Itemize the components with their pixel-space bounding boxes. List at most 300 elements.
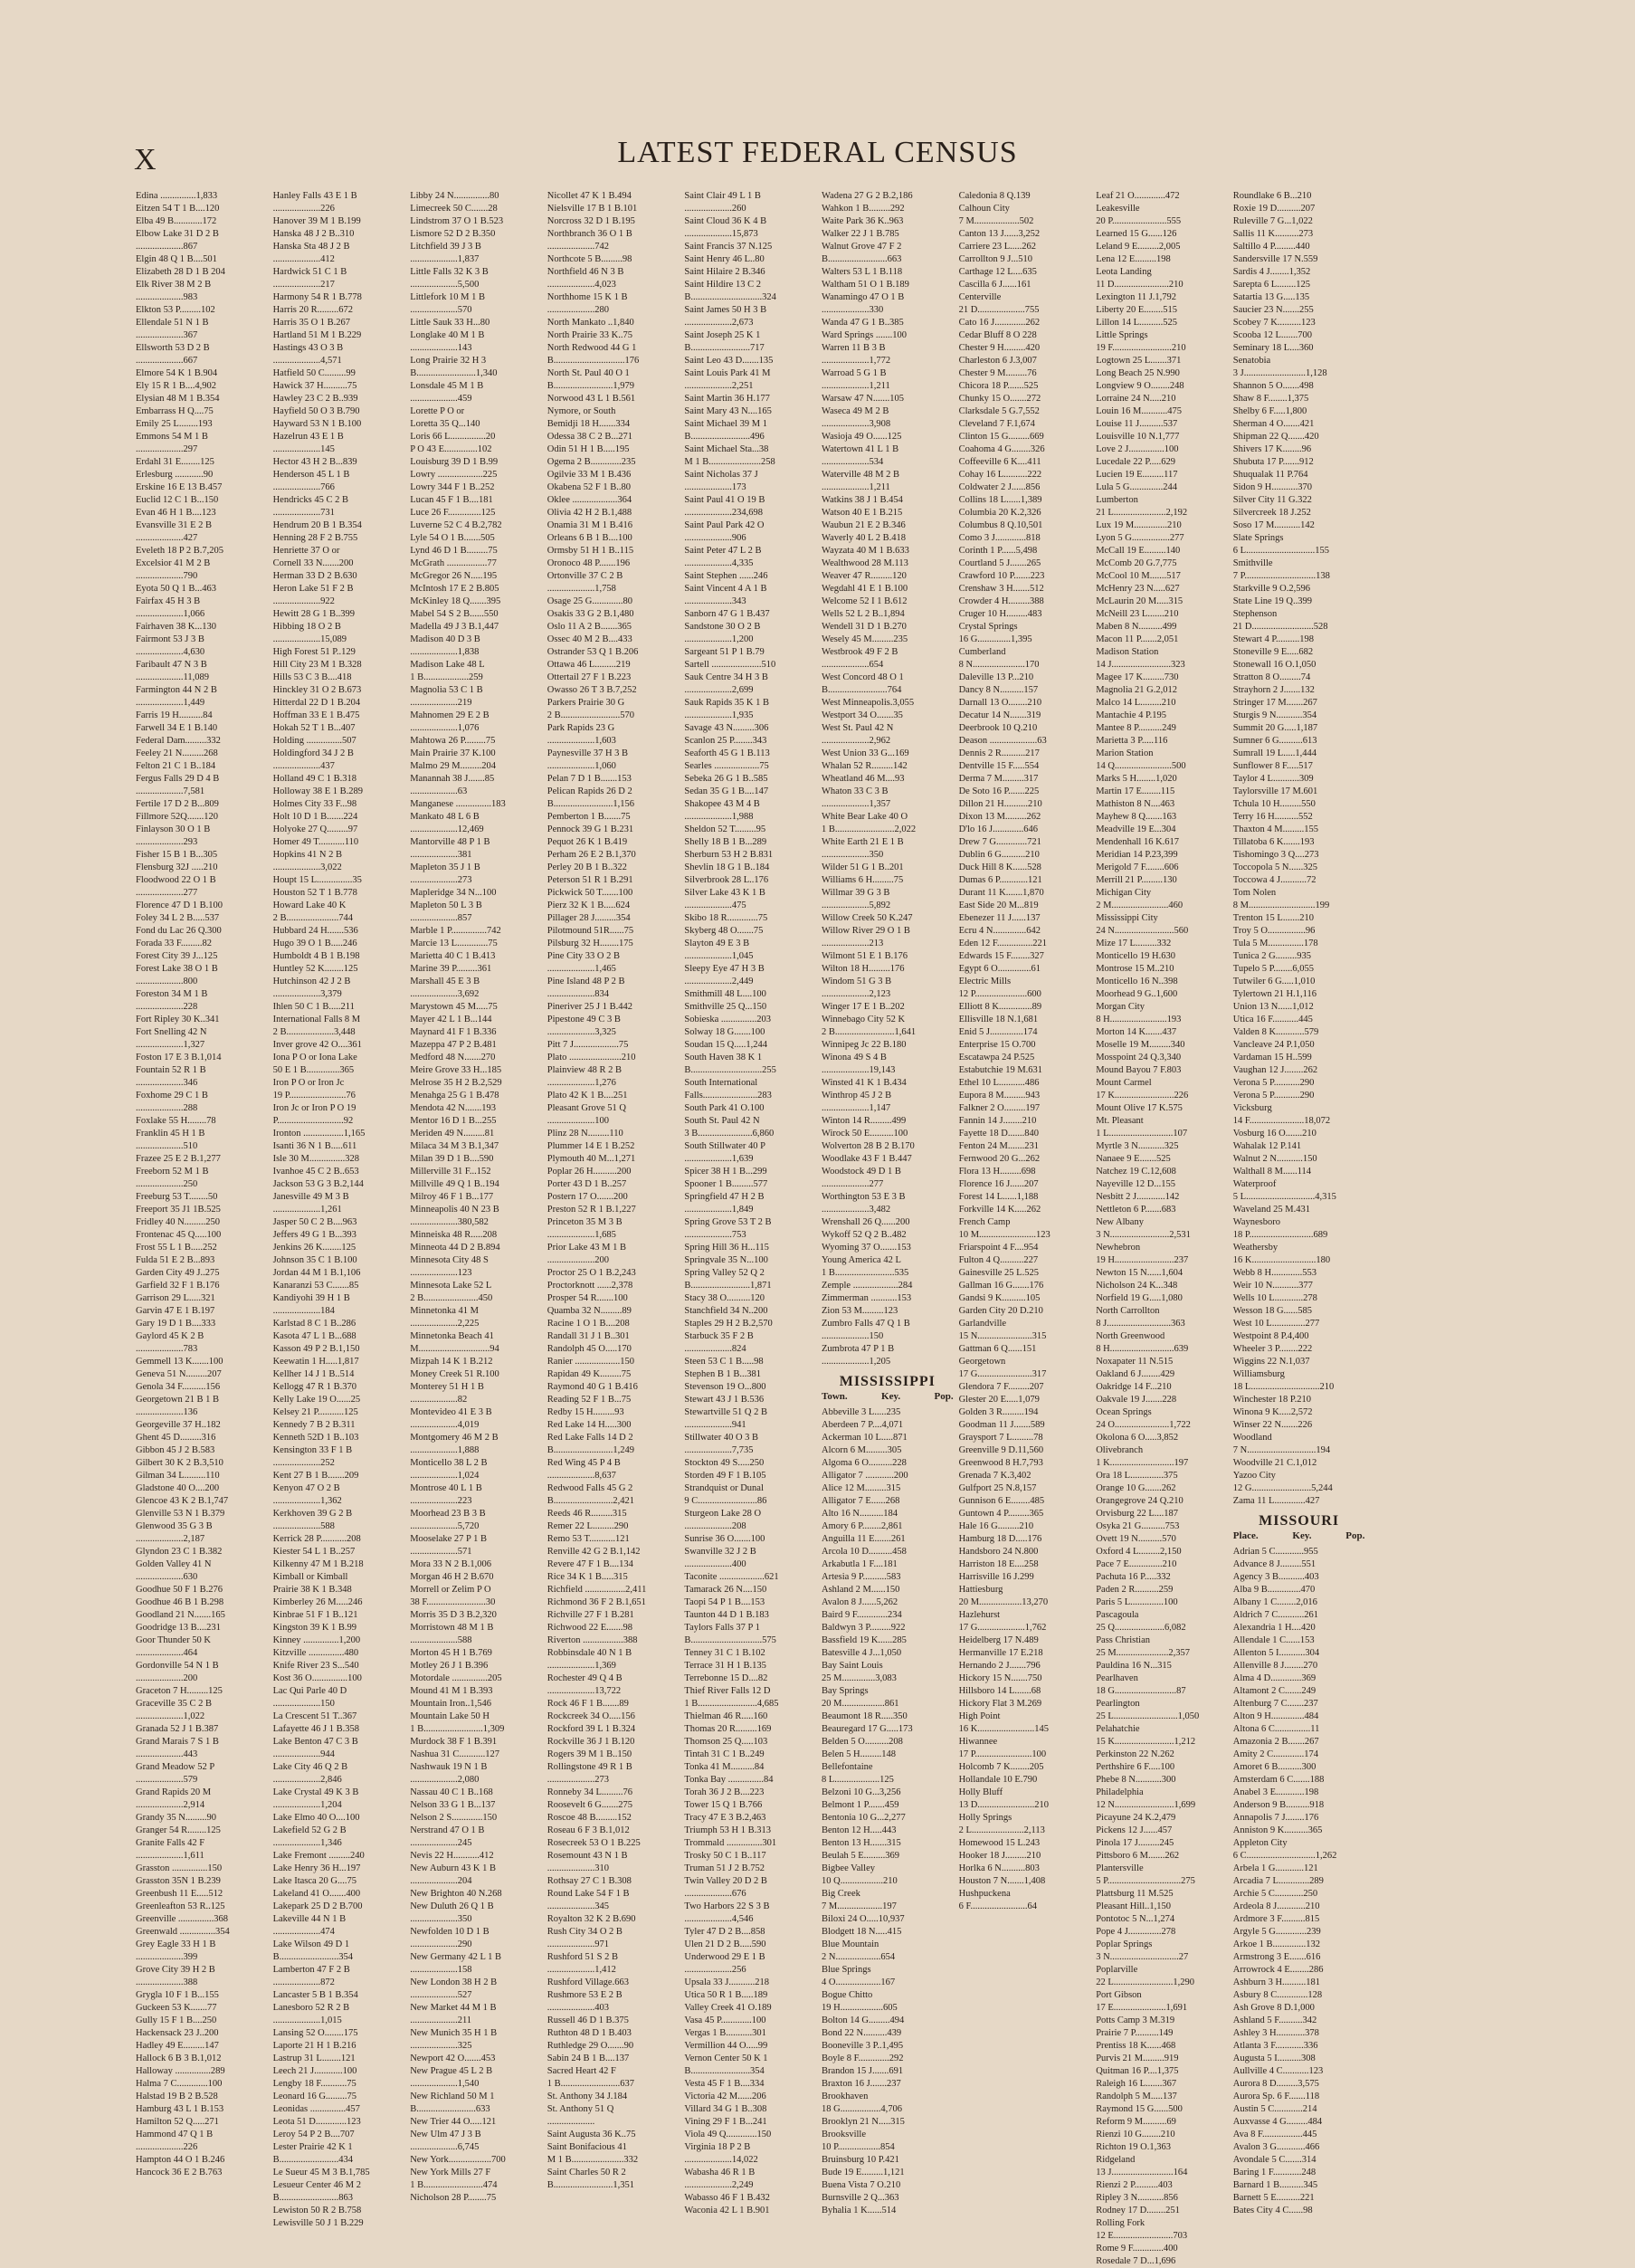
- census-entry: Russell 46 D 1 B.375: [547, 2015, 629, 2025]
- census-entry: ....................1,465: [547, 964, 616, 974]
- census-entry: Tonka 41 M..........84: [684, 1762, 765, 1772]
- census-entry: Durant 11 K.......1,870: [958, 888, 1044, 898]
- census-entry: Fannin 14 J........210: [958, 1116, 1037, 1126]
- census-entry: Northbranch 36 O 1 B: [547, 229, 632, 239]
- census-entry: 17 K.........................226: [1096, 1091, 1189, 1101]
- census-entry: Eitzen 54 T 1 B....120: [136, 204, 220, 214]
- census-entry: Hancock 36 E 2 B.763: [136, 2168, 223, 2177]
- census-entry: Hardwick 51 C 1 B: [272, 267, 347, 277]
- census-entry: Verona 5 P...........290: [1232, 1091, 1315, 1101]
- census-entry: Pelan 7 D 1 B.......153: [547, 774, 632, 784]
- census-entry: Northcote 5 B.........98: [547, 254, 632, 264]
- census-entry: Love 2 J...............100: [1096, 444, 1179, 454]
- census-entry: ....................6,745: [410, 2142, 480, 2152]
- census-entry: 19 P........................76: [272, 1091, 356, 1101]
- census-entry: Watson 40 E 1 B.215: [822, 508, 903, 518]
- census-entry: 12 P......................600: [958, 989, 1041, 999]
- census-entry: Mahtowa 26 P.........75: [410, 736, 496, 746]
- census-entry: Ruleville 7 G...1,022: [1232, 216, 1313, 226]
- census-entry: Saint Hildire 13 C 2: [684, 280, 761, 290]
- census-entry: Underwood 29 E 1 B: [684, 1952, 765, 1962]
- census-entry: St. Anthony 34 J.184: [547, 2092, 628, 2101]
- census-entry: Thaxton 4 M.........155: [1232, 824, 1318, 834]
- census-entry: Dixon 13 M.........262: [958, 812, 1041, 822]
- census-entry: Coffeeville 6 K....411: [958, 457, 1041, 467]
- census-entry: Louin 16 M...........475: [1096, 406, 1182, 416]
- census-entry: Wealthwood 28 M.113: [822, 558, 908, 568]
- column-header: [822, 1390, 954, 1403]
- census-entry: Silverbrook 28 L..176: [684, 875, 769, 885]
- census-entry: Ruthton 48 D 1 B.403: [547, 2028, 632, 2038]
- census-entry: Ashland 2 M......150: [822, 1585, 900, 1595]
- census-entry: Eveleth 18 P 2 B.7,205: [136, 546, 224, 556]
- census-entry: Port Gibson: [1096, 1990, 1142, 2000]
- census-entry: B.........................2,421: [547, 1496, 635, 1506]
- census-entry: ....................2,846: [272, 1775, 342, 1785]
- census-entry: Zumbrota 47 P 1 B: [822, 1344, 895, 1354]
- census-entry: Hattiesburg: [958, 1585, 1003, 1595]
- census-entry: Floodwood 22 O 1 B: [136, 875, 216, 885]
- census-entry: Proctor 25 O 1 B.2,243: [547, 1268, 636, 1278]
- census-entry: Holland 49 C 1 B.318: [272, 774, 357, 784]
- census-entry: Maynard 41 F 1 B.336: [410, 1027, 497, 1037]
- census-entry: Wesson 18 G......585: [1232, 1306, 1313, 1316]
- census-entry: Saint Henry 46 L..80: [684, 254, 765, 264]
- census-entry: Ethel 10 L...........486: [958, 1078, 1040, 1088]
- census-entry: Mendenhall 16 K.617: [1096, 837, 1180, 847]
- census-entry: Nelson 2 S.............150: [410, 1813, 498, 1823]
- census-entry: Boyle 8 F.............292: [822, 2054, 904, 2063]
- census-entry: Ovett 19 N..........570: [1096, 1534, 1176, 1544]
- census-entry: Holloway 38 E 1 B.289: [272, 786, 364, 796]
- census-entry: ....................228: [136, 1002, 198, 1012]
- census-entry: ....................380,582: [410, 1217, 489, 1227]
- census-entry: Hartland 51 M 1 B.229: [272, 330, 362, 340]
- census-entry: Stonewall 16 O.1,050: [1232, 660, 1317, 670]
- census-entry: Georgetown 21 B 1 B: [136, 1395, 219, 1405]
- census-entry: Oakland 6 J........429: [1096, 1369, 1175, 1379]
- census-entry: Owasso 26 T 3 B.7,252: [547, 685, 637, 695]
- census-entry: Armstrong 3 E.......616: [1232, 1952, 1321, 1962]
- census-entry: Walnut 2 N...........150: [1232, 1154, 1317, 1164]
- census-entry: Saint Bonifacious 41: [547, 2142, 627, 2152]
- census-entry: Foston 17 E 3 B.1,014: [136, 1053, 222, 1063]
- census-entry: Leonidas ...............457: [272, 2104, 360, 2114]
- census-entry: Torah 36 J 2 B....223: [684, 1787, 765, 1797]
- census-entry: Estabutchie 19 M.631: [958, 1065, 1043, 1075]
- census-entry: Garlandville: [958, 1319, 1007, 1329]
- census-entry: Elmore 54 K 1 B.904: [136, 368, 218, 378]
- census-entry: 1 B.........................2,022: [822, 824, 917, 834]
- census-entry: 6 F........................64: [958, 1901, 1037, 1911]
- census-entry: Shaw 8 F........1,375: [1232, 394, 1309, 404]
- census-entry: Leland 9 E.........2,005: [1096, 242, 1181, 252]
- census-entry: Handsboro 24 N.800: [958, 1547, 1039, 1557]
- census-entry: ....................273: [410, 875, 472, 885]
- census-entry: Bogue Chitto: [822, 1990, 873, 2000]
- census-entry: Melrose 35 H 2 B.2,529: [410, 1078, 502, 1088]
- census-entry: Altamont 2 C.......249: [1232, 1686, 1317, 1696]
- census-entry: Aurora 8 D.........3,575: [1232, 2079, 1319, 2089]
- census-entry: Lucan 45 F 1 B....181: [410, 495, 493, 505]
- census-entry: Tutwiler 6 G.....1,010: [1232, 977, 1316, 986]
- census-entry: 2 B.........................1,641: [822, 1027, 917, 1037]
- census-entry: Winona 49 S 4 B: [822, 1053, 887, 1063]
- census-entry: Leota 51 D.............123: [272, 2117, 361, 2127]
- census-entry: Forest City 39 J...125: [136, 951, 218, 961]
- census-entry: Cato 16 J.............262: [958, 318, 1041, 328]
- census-entry: Aberdeen 7 P....4,071: [822, 1420, 904, 1430]
- census-entry: Henriette 37 O or: [272, 546, 340, 556]
- census-entry: Richwood 22 E.......98: [547, 1623, 632, 1633]
- census-entry: P O 43 E..............102: [410, 444, 492, 454]
- census-entry: Mosspoint 24 Q.3,340: [1096, 1053, 1182, 1063]
- census-entry: Lastrup 31 L........121: [272, 2054, 356, 2063]
- census-entry: Hazelrun 43 E 1 B: [272, 432, 344, 442]
- census-entry: Saint Joseph 25 K 1: [684, 330, 761, 340]
- census-entry: Goodridge 13 B....231: [136, 1623, 221, 1633]
- census-entry: Mantorville 48 P 1 B: [410, 837, 490, 847]
- census-entry: B.........................717: [684, 343, 765, 353]
- census-entry: Northhome 15 K 1 B: [547, 292, 628, 302]
- census-entry: ....................4,023: [547, 280, 616, 290]
- census-entry: Mapleridge 34 N...100: [410, 888, 497, 898]
- census-entry: Arkoe 1 B..............132: [1232, 1939, 1321, 1949]
- census-entry: Granada 52 J 1 B.387: [136, 1724, 219, 1734]
- census-entry: Randall 31 J 1 B..301: [547, 1331, 630, 1341]
- census-entry: Vermillion 44 O.....99: [684, 2041, 768, 2051]
- census-entry: Homewood 15 L.243: [958, 1838, 1041, 1848]
- census-entry: Farris 19 H..........84: [136, 710, 213, 720]
- census-entry: Anderson 9 B..........918: [1232, 1800, 1325, 1810]
- census-entry: Pequot 26 K 1 B.419: [547, 837, 628, 847]
- census-entry: Meriden 49 N.........81: [410, 1129, 495, 1139]
- census-entry: West Minneapolis.3,055: [822, 698, 915, 708]
- census-entry: Hadley 49 E.........147: [136, 2041, 219, 2051]
- census-entry: Taylor 4 L...........309: [1232, 774, 1314, 784]
- census-entry: Kinbrae 51 F 1 B..121: [272, 1610, 358, 1620]
- census-entry: Blodgett 18 N.....415: [822, 1927, 902, 1937]
- census-entry: Harmony 54 R 1 B.778: [272, 292, 362, 302]
- census-entry: Granger 54 R........125: [136, 1825, 221, 1835]
- census-entry: Taopi 54 P 1 B....153: [684, 1597, 765, 1607]
- census-column: [547, 190, 680, 2268]
- census-entry: Longview 9 O........248: [1096, 381, 1184, 391]
- census-entry: Murdock 38 F 1 B.391: [410, 1737, 498, 1747]
- census-entry: Scanlon 25 P........343: [684, 736, 767, 746]
- census-column: [959, 190, 1091, 2268]
- census-entry: Waseca 49 M 2 B: [822, 406, 889, 416]
- census-entry: ....................742: [547, 242, 610, 252]
- census-entry: Ronneby 34 L.........76: [547, 1787, 632, 1797]
- census-entry: Aurora Sp. 6 F.......118: [1232, 2092, 1320, 2101]
- census-entry: Shevlin 18 G 1 B..184: [684, 862, 770, 872]
- census-entry: 25 Q.....................6,082: [1096, 1623, 1186, 1633]
- census-entry: Knife River 23 S...540: [272, 1661, 359, 1671]
- census-entry: ....................293: [136, 837, 198, 847]
- census-entry: Hollandale 10 E.790: [958, 1775, 1038, 1785]
- census-entry: B.........................354: [684, 2066, 765, 2076]
- census-entry: 2 L......................2,113: [958, 1825, 1045, 1835]
- census-entry: Princeton 35 M 3 B: [547, 1217, 623, 1227]
- census-entry: Sunflower 8 F.....517: [1232, 761, 1313, 771]
- census-entry: Saint James 50 H 3 B: [684, 305, 767, 315]
- census-entry: ....................7,581: [136, 786, 205, 796]
- census-entry: Ranier ...................150: [547, 1357, 635, 1367]
- census-entry: Plato 42 K 1 B....251: [547, 1091, 628, 1101]
- census-entry: Stevenson 19 O...800: [684, 1382, 766, 1392]
- census-entry: Saint Francis 37 N.125: [684, 242, 773, 252]
- census-entry: Elk River 38 M 2 B: [136, 280, 212, 290]
- census-entry: Ripley 3 N...........856: [1096, 2193, 1178, 2203]
- census-entry: St. Anthony 51 Q: [547, 2104, 614, 2114]
- census-entry: Steen 53 C 1 B.....98: [684, 1357, 764, 1367]
- census-entry: Rushmore 53 E 2 B: [547, 1990, 623, 2000]
- census-entry: Leota Landing: [1096, 267, 1152, 277]
- census-entry: Nicollet 47 K 1 B.494: [547, 191, 632, 201]
- census-entry: Norwood 43 L 1 B.561: [547, 394, 636, 404]
- census-column: [136, 190, 268, 2268]
- column-header: [1233, 1529, 1365, 1542]
- census-entry: Poplarville: [1096, 1965, 1138, 1975]
- census-entry: Kost 36 O...............100: [272, 1673, 362, 1683]
- census-entry: Bemidji 18 H.......334: [547, 419, 631, 429]
- census-entry: Le Sueur 45 M 3 B.1,785: [272, 2168, 370, 2177]
- census-entry: Hillsboro 14 L.......68: [958, 1686, 1041, 1696]
- census-entry: Postern 17 O.......200: [547, 1192, 628, 1202]
- census-entry: Moorhead 23 B 3 B: [410, 1509, 486, 1519]
- census-entry: Pemberton 1 B.......75: [547, 812, 631, 822]
- census-entry: Saint Charles 50 R 2: [547, 2168, 626, 2177]
- census-entry: Eyota 50 Q 1 B...463: [136, 584, 216, 594]
- census-entry: Asbury 8 C.............128: [1232, 1990, 1323, 2000]
- census-entry: 19 F.........................210: [1096, 343, 1186, 353]
- census-entry: Ora 18 L..............375: [1096, 1471, 1178, 1481]
- census-entry: Crenshaw 3 H.......512: [958, 584, 1044, 594]
- census-entry: Harrisville 16 J.299: [958, 1572, 1034, 1582]
- census-entry: ....................350: [410, 1914, 472, 1924]
- census-entry: Bay Saint Louis: [822, 1661, 883, 1671]
- census-entry: Prentiss 18 K......468: [1096, 2041, 1176, 2051]
- census-entry: New Germany 42 L 1 B: [410, 1952, 501, 1962]
- census-entry: Altenburg 7 C.......237: [1232, 1699, 1318, 1709]
- census-entry: Euclid 12 C 1 B...150: [136, 495, 219, 505]
- census-entry: Freeport 35 J1 1B.525: [136, 1205, 221, 1215]
- census-entry: West Concord 48 O 1: [822, 672, 904, 682]
- census-entry: Wolverton 28 B 2 B.170: [822, 1141, 915, 1151]
- census-entry: Viola 49 Q.............150: [684, 2130, 772, 2139]
- census-entry: 20 M..................13,270: [958, 1597, 1049, 1607]
- census-entry: Roxie 19 D..........207: [1232, 204, 1316, 214]
- census-entry: Purvis 21 M.........919: [1096, 2054, 1179, 2063]
- census-entry: Hubbard 24 H.......536: [272, 926, 358, 936]
- census-entry: 2 B......................744: [272, 913, 353, 923]
- census-entry: Lexington 11 J.1,792: [1096, 292, 1177, 302]
- census-entry: Plantersville: [1096, 1863, 1144, 1873]
- census-entry: Cruger 10 H.........483: [958, 609, 1042, 619]
- census-entry: Nicholson 24 K...348: [1096, 1281, 1178, 1291]
- census-entry: Evansville 31 E 2 B: [136, 520, 212, 530]
- census-entry: Williams 6 H.........75: [822, 875, 904, 885]
- census-entry: Waveland 25 M.431: [1232, 1205, 1310, 1215]
- census-entry: 22 L.........................1,290: [1096, 1977, 1194, 1987]
- census-entry: Hanley Falls 43 E 1 B: [272, 191, 357, 201]
- census-entry: Fisher 15 B 1 B...305: [136, 850, 218, 860]
- census-entry: Tishomingo 3 Q....273: [1232, 850, 1319, 860]
- census-entry: ....................1,076: [410, 723, 480, 733]
- census-entry: Hibbing 18 O 2 B: [272, 622, 341, 632]
- census-entry: Georgetown: [958, 1357, 1006, 1367]
- census-entry: Isanti 36 N 1 B.....611: [272, 1141, 357, 1151]
- census-entry: ....................1,015: [272, 2015, 342, 2025]
- census-entry: Rushford Village.663: [547, 1977, 629, 1987]
- census-entry: Motley 26 J 1 B.396: [410, 1661, 489, 1671]
- census-entry: Sobieska ...............203: [684, 1015, 772, 1024]
- census-entry: Rome 9 F.............400: [1096, 2244, 1178, 2254]
- census-entry: Clinton 15 G.........669: [958, 432, 1044, 442]
- census-entry: Saint Vincent 4 A 1 B: [684, 584, 767, 594]
- census-entry: Sanborn 47 G 1 B.437: [684, 609, 770, 619]
- census-entry: Pelahatchie: [1096, 1724, 1140, 1734]
- census-entry: Glendora 7 F.........207: [958, 1382, 1044, 1392]
- census-entry: Halloway ...............289: [136, 2066, 225, 2076]
- census-entry: ....................400: [684, 1559, 746, 1569]
- census-entry: Lake Crystal 49 K 3 B: [272, 1787, 359, 1797]
- census-entry: Plattsburg 11 M.525: [1096, 1889, 1174, 1899]
- census-entry: Karlstad 8 C 1 B..286: [272, 1319, 356, 1329]
- census-entry: Trommald ...............301: [684, 1838, 777, 1848]
- census-entry: Perham 26 E 2 B.1,370: [547, 850, 636, 860]
- census-entry: Lonsdale 45 M 1 B: [410, 381, 484, 391]
- census-entry: ....................906: [684, 533, 746, 543]
- census-entry: ....................226: [272, 204, 335, 214]
- census-entry: Arcadia 7 L.............289: [1232, 1876, 1324, 1886]
- census-entry: Ackerman 10 L.....871: [822, 1433, 908, 1443]
- census-entry: McCool 10 M.......517: [1096, 571, 1181, 581]
- census-entry: 25 M..............3,083: [822, 1673, 897, 1683]
- census-entry: Gilbert 30 K 2 B.3,510: [136, 1458, 223, 1468]
- census-entry: 1 L...........................107: [1096, 1129, 1188, 1139]
- census-entry: Georgeville 37 H..182: [136, 1420, 221, 1430]
- census-entry: High Forest 51 P..129: [272, 647, 356, 657]
- census-entry: Lakefield 52 G 2 B: [272, 1825, 347, 1835]
- census-entry: Fountain 52 R 1 B: [136, 1065, 206, 1075]
- census-entry: ....................5,720: [410, 1521, 480, 1531]
- census-entry: Hugo 39 O 1 B.....246: [272, 939, 357, 948]
- census-entry: North Prairie 33 K..75: [547, 330, 632, 340]
- census-entry: Atlanta 3 F............336: [1232, 2041, 1318, 2051]
- census-entry: Marion Station: [1096, 748, 1154, 758]
- census-entry: Kerkhoven 39 G 2 B: [272, 1509, 353, 1519]
- census-entry: ....................1,837: [410, 254, 480, 264]
- census-entry: Wendell 31 D 1 B.270: [822, 622, 907, 632]
- census-entry: Edwards 15 F........327: [958, 951, 1044, 961]
- census-entry: Goodland 21 N.......165: [136, 1610, 225, 1620]
- census-entry: Fenton 24 M.......231: [958, 1141, 1039, 1151]
- census-entry: B.........................354: [272, 1952, 353, 1962]
- census-entry: ....................475: [684, 901, 746, 910]
- census-entry: Booneville 3 P..1,495: [822, 2041, 904, 2051]
- census-entry: ....................570: [410, 305, 472, 315]
- census-entry: Silvercreek 18 J.252: [1232, 508, 1311, 518]
- census-entry: Courtland 5 J.......265: [958, 558, 1041, 568]
- census-entry: Spring Grove 53 T 2 B: [684, 1217, 772, 1227]
- census-entry: 20 P.......................555: [1096, 216, 1182, 226]
- census-entry: 1 B...................259: [410, 672, 483, 682]
- census-entry: Marble 1 P...............742: [410, 926, 501, 936]
- census-entry: Leaf 21 O.............472: [1096, 191, 1180, 201]
- census-entry: Winger 17 E 1 B..202: [822, 1002, 905, 1012]
- census-entry: Bay Springs: [822, 1686, 869, 1696]
- census-entry: 2 B.......................450: [410, 1293, 493, 1303]
- census-entry: Halstad 19 B 2 B.528: [136, 2092, 218, 2101]
- census-entry: Alma 4 D.............369: [1232, 1673, 1317, 1683]
- census-entry: Logtown 25 L.......371: [1096, 356, 1182, 366]
- census-entry: Edina ...............1,833: [136, 191, 218, 201]
- census-entry: 14 Q........................500: [1096, 761, 1186, 771]
- census-entry: Grandy 35 N.........90: [136, 1813, 216, 1823]
- census-entry: Rothsay 27 C 1 B.308: [547, 1876, 632, 1886]
- census-entry: Nashwauk 19 N 1 B: [410, 1762, 488, 1772]
- census-entry: Terrebonne 15 D....82: [684, 1673, 768, 1683]
- census-entry: 16 K........................145: [958, 1724, 1050, 1734]
- census-entry: Lake Henry 36 H...197: [272, 1863, 361, 1873]
- census-entry: Freeburg 53 T........50: [136, 1192, 218, 1202]
- census-entry: 1 B.........................4,685: [684, 1699, 779, 1709]
- census-entry: Mahnomen 29 E 2 B: [410, 710, 490, 720]
- census-entry: Wirock 50 E..........100: [822, 1129, 908, 1139]
- census-entry: Pelican Rapids 26 D 2: [547, 786, 632, 796]
- census-entry: B.........................1,351: [547, 2180, 635, 2190]
- census-entry: 19 H..................605: [822, 2003, 898, 2013]
- census-entry: ....................1,988: [684, 812, 754, 822]
- census-entry: Slayton 49 E 3 B: [684, 939, 750, 948]
- census-entry: Malco 14 L.........210: [1096, 698, 1176, 708]
- census-entry: Byhalia 1 K......514: [822, 2206, 897, 2216]
- census-entry: Hushpuckena: [958, 1889, 1011, 1899]
- census-entry: Westport 34 O.......35: [822, 710, 903, 720]
- census-entry: Red Lake Falls 14 D 2: [547, 1433, 633, 1443]
- census-entry: Olivia 42 H 2 B.1,488: [547, 508, 632, 518]
- census-entry: Newton 15 N......1,604: [1096, 1268, 1183, 1278]
- census-entry: Kimberley 26 M.....246: [272, 1597, 363, 1607]
- census-entry: Maben 8 N..........499: [1096, 622, 1177, 632]
- census-entry: Hendricks 45 C 2 B: [272, 495, 349, 505]
- census-entry: ....................403: [547, 2003, 610, 2013]
- census-entry: Bellefontaine: [822, 1762, 873, 1772]
- census-entry: Marystown 45 M.....75: [410, 1002, 498, 1012]
- census-entry: Morris 35 D 3 B.2,320: [410, 1610, 497, 1620]
- census-entry: Terrace 31 H 1 B.135: [684, 1661, 766, 1671]
- census-entry: Ulen 21 D 2 B.....590: [684, 1939, 766, 1949]
- census-entry: ....................343: [684, 596, 746, 606]
- census-entry: Ostrander 53 Q 1 B.206: [547, 647, 639, 657]
- census-entry: Chester 9 M.........76: [958, 368, 1037, 378]
- census-entry: Lakepark 25 D 2 B.700: [272, 1901, 363, 1911]
- census-entry: Kasota 47 L 1 B...688: [272, 1331, 356, 1341]
- census-entry: ....................2,673: [684, 318, 754, 328]
- census-entry: Albany 1 C........2,016: [1232, 1597, 1317, 1607]
- census-entry: Embarrass H Q....75: [136, 406, 214, 416]
- census-entry: Milan 39 D 1 B....590: [410, 1154, 494, 1164]
- census-entry: Foxhome 29 C 1 B: [136, 1091, 208, 1101]
- census-entry: 12 N.........................1,699: [1096, 1800, 1196, 1810]
- census-entry: Brookhaven: [822, 2092, 869, 2101]
- census-entry: ....................571: [410, 1547, 472, 1557]
- census-entry: Foxlake 55 H........78: [136, 1116, 216, 1126]
- census-entry: ....................1,639: [684, 1154, 754, 1164]
- census-entry: Corinth 1 P......5,498: [958, 546, 1038, 556]
